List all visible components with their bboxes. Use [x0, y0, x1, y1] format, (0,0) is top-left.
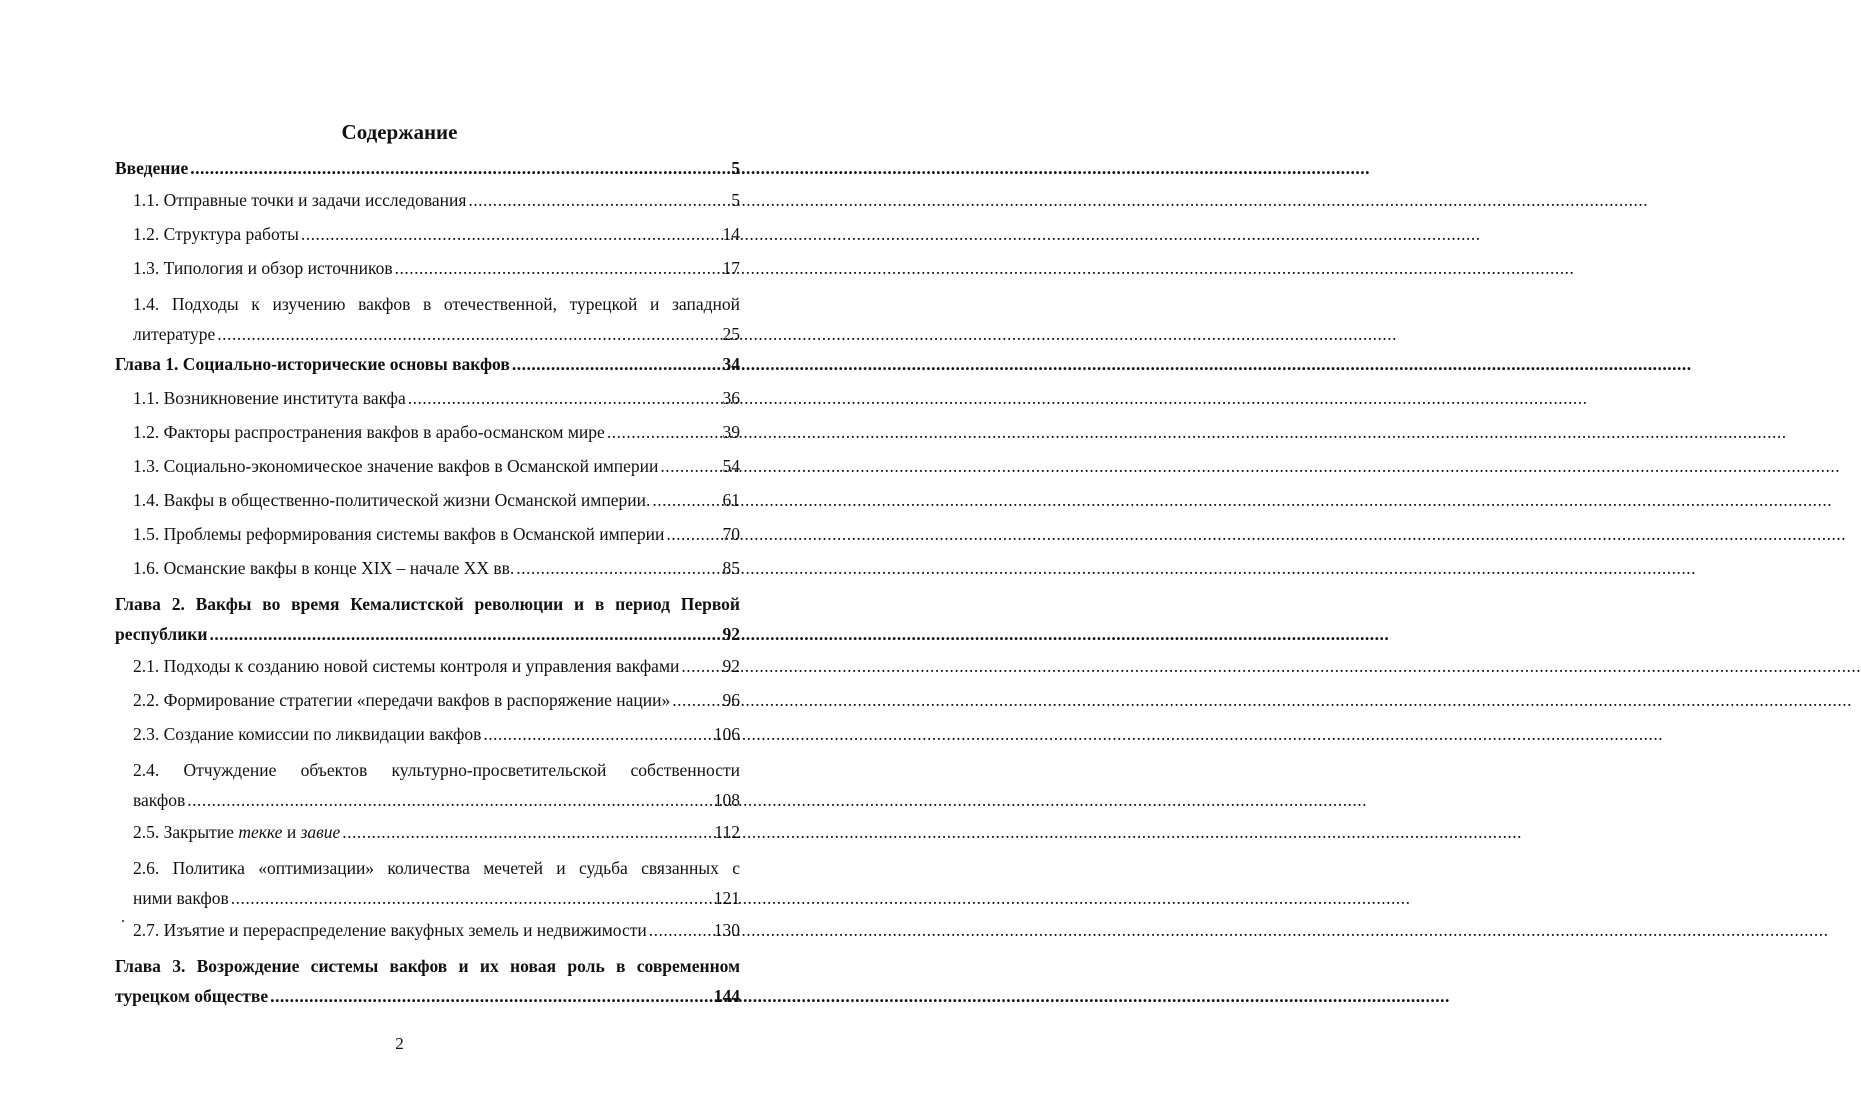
- dot-leader: [187, 786, 712, 814]
- toc-label-line1: Глава 2. Вакфы во время Кемалистской революции и в период Первой: [115, 594, 740, 614]
- toc-label: Глава 1. Социально-исторические основы вакфов: [115, 354, 510, 374]
- toc-label-line1: 2.4. Отчуждение объектов культурно-просветительской собственности: [133, 760, 740, 780]
- toc-label-line2-row: [115, 980, 740, 1010]
- dot-leader: [607, 416, 721, 448]
- toc-label-line2: вакфов: [133, 790, 186, 810]
- dot-leader: [483, 718, 711, 750]
- dot-leader: [652, 484, 720, 516]
- toc-label-line1: Глава 3. Возрождение системы вакфов и их новая роль в современном: [115, 956, 740, 976]
- toc-entry-1-3[interactable]: [115, 252, 740, 284]
- toc-page: 92: [722, 624, 740, 644]
- toc-label: 1.3. Типология и обзор источников: [133, 258, 393, 278]
- dot-leader: [516, 552, 720, 584]
- toc-entry-c2-3[interactable]: [115, 718, 740, 750]
- toc-page: 112: [714, 822, 740, 842]
- toc-entry-chapter-1[interactable]: [115, 348, 740, 380]
- toc-label: 2.3. Создание комиссии по ликвидации вакфов: [133, 724, 482, 744]
- toc-label: Введение: [115, 158, 189, 178]
- toc-label-line2-row: [115, 882, 740, 912]
- dot-leader: [342, 816, 712, 848]
- toc-entry-c2-1[interactable]: [115, 650, 740, 682]
- toc-page: 108: [713, 790, 740, 810]
- toc-entry-1-2[interactable]: [115, 218, 740, 250]
- dot-leader: [672, 684, 720, 716]
- dot-leader: [217, 320, 720, 348]
- dot-leader: [468, 184, 729, 216]
- toc-page: 92: [722, 656, 740, 676]
- dot-leader: [681, 650, 720, 682]
- toc-page: 36: [722, 388, 740, 408]
- dot-leader: [231, 884, 712, 912]
- toc-label-line2: республики: [115, 624, 208, 644]
- toc-label: 1.2. Структура работы: [133, 224, 299, 244]
- dot-leader: [666, 518, 720, 550]
- toc-entry-intro[interactable]: [115, 152, 740, 184]
- table-of-contents: [115, 152, 740, 1010]
- toc-label: 1.4. Вакфы в общественно-политической жизни Османской империи.: [133, 490, 651, 510]
- toc-entry-c1-3[interactable]: [115, 450, 740, 482]
- toc-label-prefix: 2.5. Закрытие: [133, 822, 239, 842]
- toc-label-italic-tekke: текке: [238, 822, 283, 842]
- toc-label: [133, 816, 340, 848]
- toc-page: 14: [722, 224, 740, 244]
- toc-label: 1.2. Факторы распространения вакфов в арабо-османском мире: [133, 422, 605, 442]
- dot-leader: [395, 252, 721, 284]
- toc-label: 1.6. Османские вакфы в конце XIX – начале XX вв.: [133, 558, 515, 578]
- toc-label-line2: турецком обществе: [115, 986, 269, 1006]
- toc-entry-c2-6[interactable]: [115, 854, 740, 912]
- page-title: Содержание: [341, 120, 458, 144]
- toc-page: 34: [722, 354, 740, 374]
- toc-entry-c1-2[interactable]: [115, 416, 740, 448]
- toc-entry-1-1[interactable]: [115, 184, 740, 216]
- toc-page: 106: [713, 724, 740, 744]
- toc-page: 17: [722, 258, 740, 278]
- toc-entry-chapter-3[interactable]: [115, 952, 740, 1010]
- toc-entry-chapter-2[interactable]: [115, 590, 740, 648]
- toc-label-line2-row: [115, 318, 740, 348]
- toc-label-line2-row: [115, 784, 740, 814]
- toc-page: 130: [713, 920, 740, 940]
- toc-label: 1.1. Возникновение института вакфа: [133, 388, 406, 408]
- toc-label: 1.1. Отправные точки и задачи исследования: [133, 190, 467, 210]
- dot-leader: [209, 620, 720, 648]
- dot-leader: [512, 348, 721, 380]
- toc-entry-c1-4[interactable]: [115, 484, 740, 516]
- dot-leader: [408, 382, 721, 414]
- toc-page: 5: [731, 158, 740, 178]
- toc-entry-1-4[interactable]: [115, 290, 740, 348]
- toc-label: 2.1. Подходы к созданию новой системы контроля и управления вакфами: [133, 656, 680, 676]
- toc-entry-c1-1[interactable]: [115, 382, 740, 414]
- toc-entry-c1-6[interactable]: [115, 552, 740, 584]
- toc-page: 96: [722, 690, 740, 710]
- dot-leader: [270, 982, 712, 1010]
- toc-entry-c2-7[interactable]: [115, 914, 740, 946]
- toc-entry-c2-5[interactable]: [115, 816, 740, 848]
- toc-label-line2: ними вакфов: [133, 888, 229, 908]
- dot-leader: [190, 152, 729, 184]
- toc-page: 85: [722, 558, 740, 578]
- toc-page: 25: [722, 324, 740, 344]
- toc-label: 1.3. Социально-экономическое значение вакфов в Османской империи: [133, 456, 659, 476]
- toc-page: 144: [713, 986, 740, 1006]
- toc-label-line2-row: [115, 618, 740, 648]
- toc-label-italic-zavie: завие: [300, 822, 341, 842]
- toc-label: 1.5. Проблемы реформирования системы вакфов в Османской империи: [133, 524, 665, 544]
- scan-speck: [122, 920, 124, 922]
- dot-leader: [649, 914, 712, 946]
- toc-page: 121: [713, 888, 740, 908]
- dot-leader: [301, 218, 721, 250]
- toc-page: 70: [722, 524, 740, 544]
- toc-label: 2.2. Формирование стратегии «передачи вакфов в распоряжение нации»: [133, 690, 671, 710]
- toc-label-line1: 2.6. Политика «оптимизации» количества мечетей и судьба связанных с: [133, 858, 740, 878]
- toc-label-line2: литературе: [133, 324, 216, 344]
- toc-page: 5: [731, 190, 740, 210]
- toc-page: 61: [722, 490, 740, 510]
- toc-entry-c1-5[interactable]: [115, 518, 740, 550]
- toc-entry-c2-2[interactable]: [115, 684, 740, 716]
- page-number: 2: [395, 1034, 404, 1053]
- toc-label-line1: 1.4. Подходы к изучению вакфов в отечественной, турецкой и западной: [133, 294, 740, 314]
- toc-label-mid: и: [282, 822, 301, 842]
- dot-leader: [660, 450, 720, 482]
- toc-entry-c2-4[interactable]: [115, 756, 740, 814]
- toc-page: 39: [722, 422, 740, 442]
- toc-page: 54: [722, 456, 740, 476]
- toc-label: 2.7. Изъятие и перераспределение вакуфных земель и недвижимости: [133, 920, 647, 940]
